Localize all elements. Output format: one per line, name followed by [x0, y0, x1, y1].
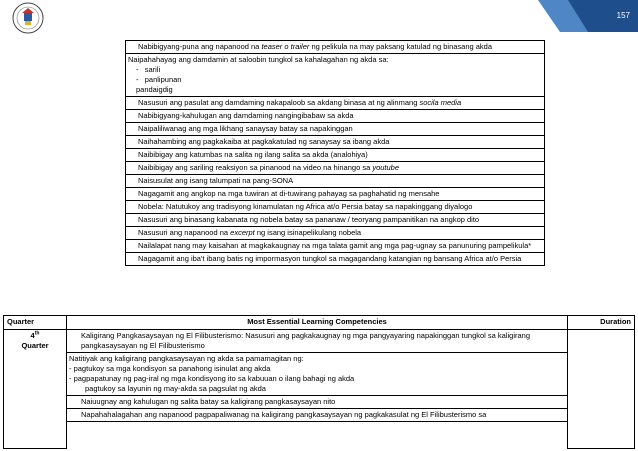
table-row — [126, 162, 545, 175]
table-row — [126, 227, 545, 240]
list-item: Kaligirang Pangkasaysayan ng El Filibusterismo: Nasusuri ang pagkakaugnay ng mga pangyayaring napakinggan tungkol sa kaligirang pangkasaysayan ng El Filibusterismo — [67, 330, 568, 353]
table-row — [4, 422, 635, 449]
list-item: Napahahalagahan ang napanood pagpapaliwanag na kaligirang pangkasaysayan ng pagkakasulat ng El Filibusterismo sa — [67, 409, 568, 422]
lower-competency-table — [3, 315, 635, 449]
table-row — [126, 240, 545, 253]
table-header-row — [4, 316, 635, 330]
list-item: Naisusulat ang isang talumpati na pang-SONA — [126, 175, 545, 188]
upper-competency-table — [125, 40, 545, 266]
table-row — [126, 188, 545, 201]
list-item: Naiuugnay ang kahulugan ng salita batay sa kaligirang pangkasaysayan nito — [67, 396, 568, 409]
table-row — [126, 214, 545, 227]
quarter-header: Quarter — [4, 316, 67, 330]
list-item: Naibibigay ang katumbas na salita ng ilang salita sa akda (analohiya) — [126, 149, 545, 162]
list-item: Nasusuri ang binasang kabanata ng nobela batay sa pananaw / teoryang pampanitikan na angkop dito — [126, 214, 545, 227]
list-item: Naipaliliwanag ang mga likhang sanaysay batay sa napakinggan — [126, 123, 545, 136]
list-item: Nasusuri ang napanood na excerpt ng isang isinapelikulang nobela — [126, 227, 545, 240]
table-row — [4, 409, 635, 422]
list-item: Nagagamit ang iba't ibang batis ng impormasyon tungkol sa magagandang katangian ng bansang Africa at/o Persia — [126, 253, 545, 266]
table-row — [126, 253, 545, 266]
quarter-cell: 4th Quarter — [4, 330, 67, 449]
table-row — [126, 97, 545, 110]
list-item: Natitiyak ang kaligirang pangkasaysayan ng akda sa pamamagitan ng: - pagtukoy sa mga kondisyon sa panahong isinulat ang akda - pagpapatunay ng pag-iral ng mga kondisyong ito sa kabuuan o ilang bahagi ng akda pagtukoy sa layunin ng may-akda sa pagsulat ng akda — [67, 353, 568, 396]
table-row — [126, 54, 545, 97]
list-item: Naihahambing ang pagkakaiba at pagkakatulad ng sanaysay sa ibang akda — [126, 136, 545, 149]
deped-seal-logo — [12, 2, 44, 34]
table-row — [126, 136, 545, 149]
list-item: Nailalapat nang may kaisahan at magkakaugnay na mga talata gamit ang mga pag-ugnay sa panunuring pampelikula* — [126, 240, 545, 253]
table-row — [126, 41, 545, 54]
duration-header: Duration — [568, 316, 635, 330]
list-item: Nagagamit ang angkop na mga tuwiran at di-tuwirang pahayag sa paghahatid ng mensahe — [126, 188, 545, 201]
list-item: Nabibigyang-kahulugan ang damdaming nangingibabaw sa akda — [126, 110, 545, 123]
list-item: Nasusuri ang pasulat ang damdaming nakapaloob sa akdang binasa at ng alinmang socila media — [126, 97, 545, 110]
duration-cell — [568, 330, 635, 449]
page-number: 157 — [616, 11, 630, 20]
table-row — [126, 123, 545, 136]
list-item: Naibibigay ang sariling reaksiyon sa pinanood na video na hinango sa youtube — [126, 162, 545, 175]
table-row — [126, 110, 545, 123]
list-item: Nobela: Natutukoy ang tradisyong kinamulatan ng Africa at/o Persia batay sa napakinggang diyalogo — [126, 201, 545, 214]
table-row — [4, 330, 635, 353]
table-row — [126, 201, 545, 214]
table-row — [4, 396, 635, 409]
list-item: Naipahahayag ang damdamin at saloobin tungkol sa kahalagahan ng akda sa: - sarili - panlipunan pandaigdig — [126, 54, 545, 97]
list-item — [67, 422, 568, 449]
list-item: Nabibigyang-puna ang napanood na teaser o trailer ng pelikula na may paksang katulad ng binasang akda — [126, 41, 545, 54]
table-row — [126, 149, 545, 162]
mel-header: Most Essential Learning Competencies — [67, 316, 568, 330]
table-row — [126, 175, 545, 188]
table-row — [4, 353, 635, 396]
